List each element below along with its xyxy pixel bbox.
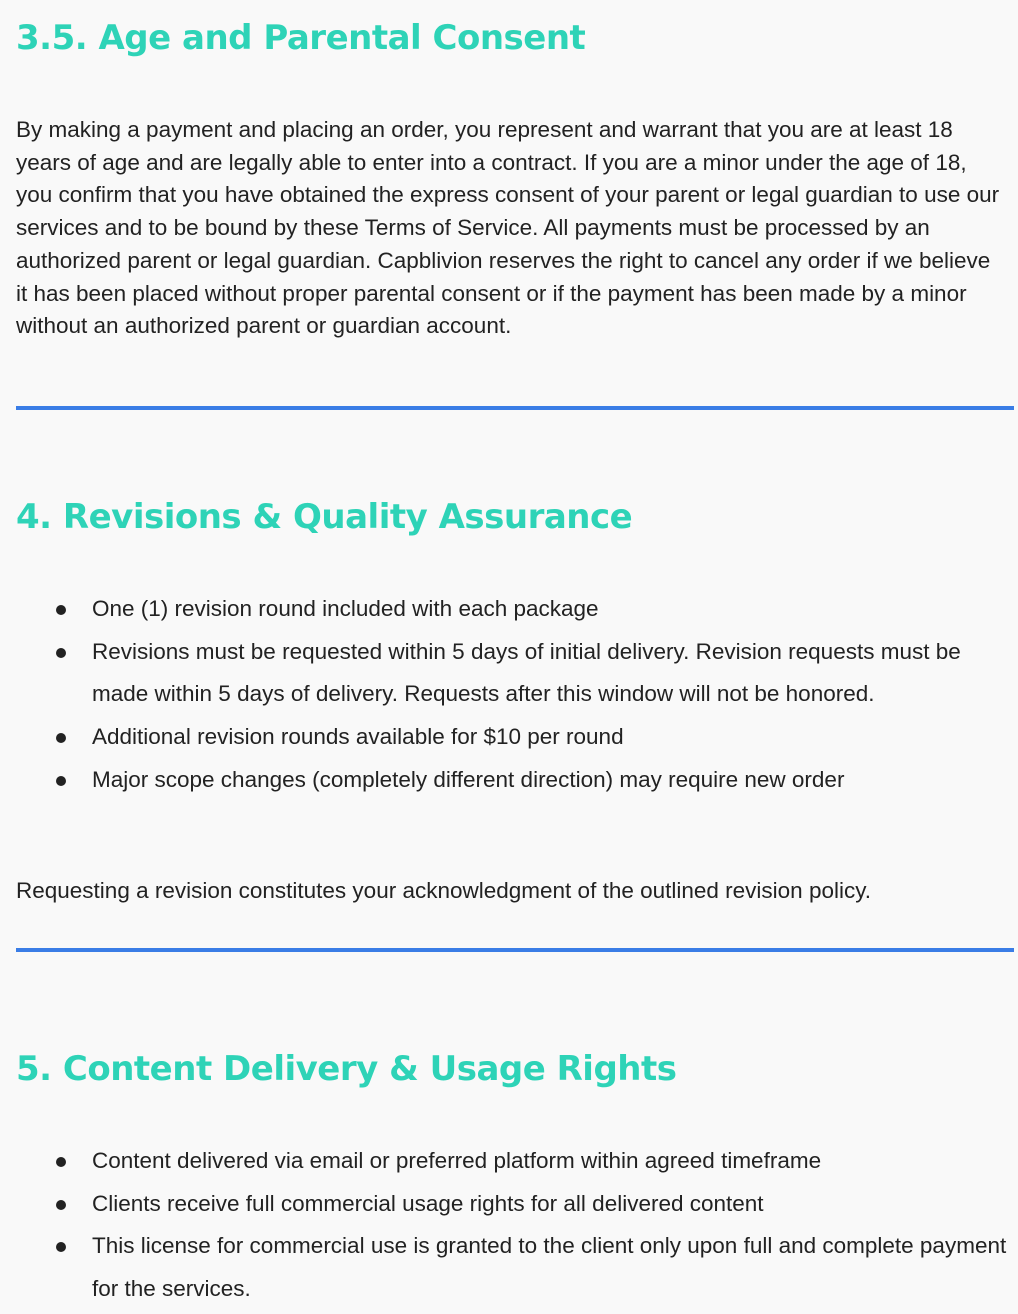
bullet-icon [56,733,66,743]
revision-policy-note: Requesting a revision constitutes your acknowledgment of the outlined revision policy. [16,878,872,903]
bullet-icon [56,776,66,786]
list-item [16,759,1014,802]
list-item [16,631,1014,716]
age-consent-paragraph: By making a payment and placing an order, you represent and warrant that you are at least 18 years of age and are legally able to enter into a contract. If you are a minor under the age of 18, you confirm that you have obtained the express consent of your parent or legal guardian to use our services and to be bound by these Terms of Service. All payments must be processed by an authorized parent or legal guardian. Capblivion reserves the right to cancel any order if we believe it has been placed without proper parental consent or if the payment has been made by a minor without an authorized parent or guardian account. [16,117,1000,339]
bullet-icon [56,1157,66,1167]
section-divider [16,948,1014,952]
list-item [16,716,1014,759]
list-item-text: Content delivered via email or preferred platform within agreed timeframe [92,1148,822,1173]
list-item-text: One (1) revision round included with each package [92,596,599,621]
list-item-text: Additional revision rounds available for $10 per round [92,724,624,750]
list-item [16,1140,1014,1183]
list-item-text: Revisions must be requested within 5 days of initial delivery. Revision requests must be made within 5 days of delivery. Requests after this window will not be honored. [92,638,961,707]
list-item-text: This license for commercial use is granted to the client only upon full and complete payment for the services. [92,1233,1007,1302]
section-divider [16,406,1014,410]
delivery-rights-list [16,1140,1014,1311]
bullet-icon [56,605,66,615]
list-item-text: Major scope changes (completely different direction) may require new order [92,766,845,792]
section-heading-age-consent: 3.5. Age and Parental Consent [16,18,586,58]
bullet-icon [56,1200,66,1210]
revisions-list [16,588,1014,802]
list-item-text: Clients receive full commercial usage rights for all delivered content [92,1190,764,1216]
list-item [16,1183,1014,1226]
list-item [16,1225,1014,1310]
section-heading-revisions: 4. Revisions & Quality Assurance [16,497,633,537]
section-heading-delivery-rights: 5. Content Delivery & Usage Rights [16,1049,677,1089]
bullet-icon [56,1242,66,1252]
list-item [16,588,1014,631]
bullet-icon [56,648,66,658]
